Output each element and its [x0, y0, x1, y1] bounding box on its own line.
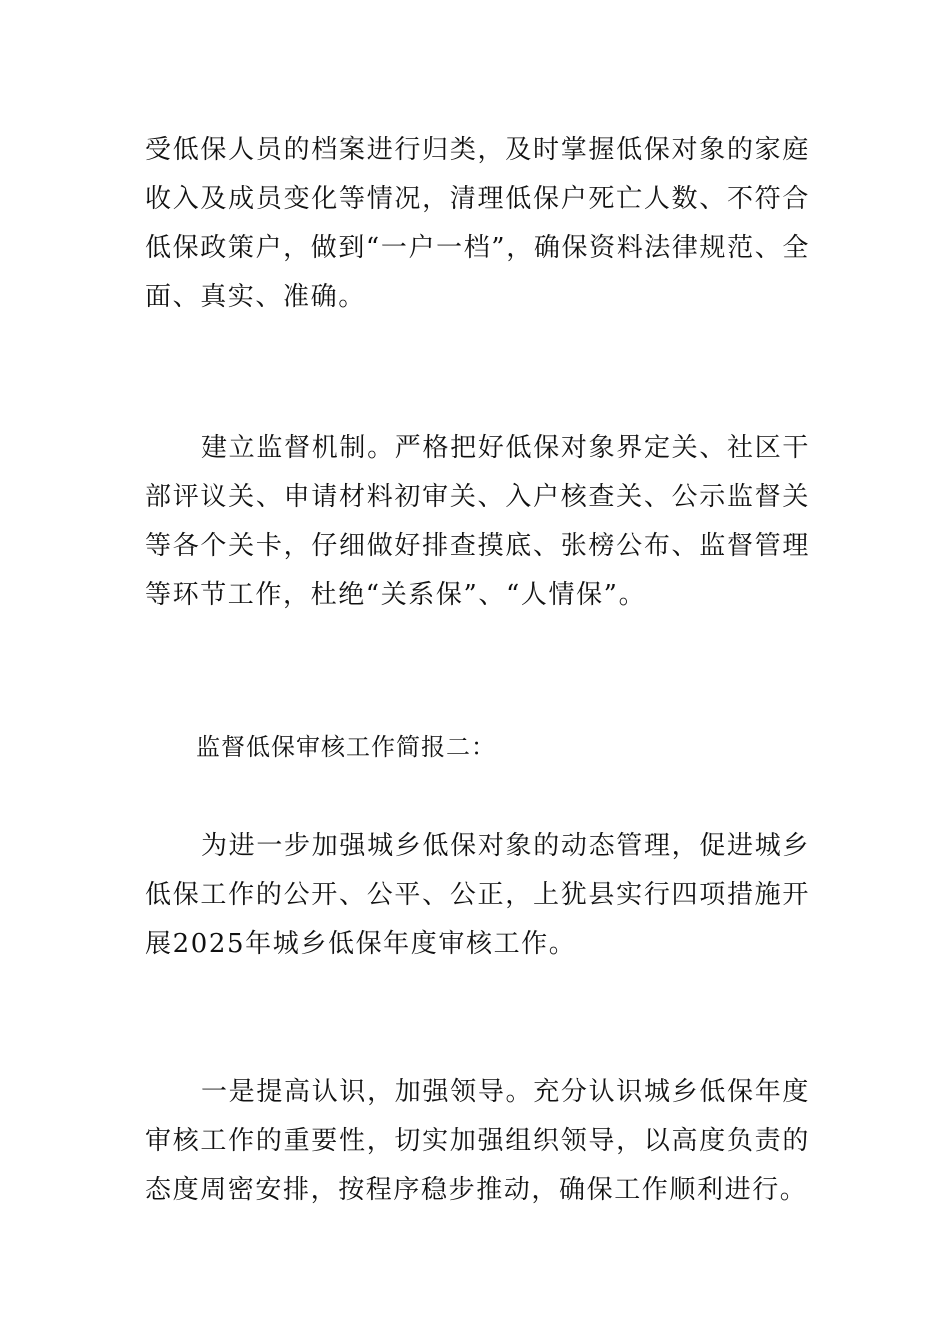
paragraph-archive-classification: 受低保人员的档案进行归类，及时掌握低保对象的家庭收入及成员变化等情况，清理低保户死亡人数、不符合低保政策户，做到“一户一档”，确保资料法律规范、全面、真实、准确。	[145, 135, 810, 312]
paragraph-measure-one: 一是提高认识，加强领导。充分认识城乡低保年度审核工作的重要性，切实加强组织领导，以高度负责的态度周密安排，按程序稳步推动，确保工作顺利进行。	[145, 1077, 810, 1205]
paragraph-supervision-mechanism: 建立监督机制。严格把好低保对象界定关、社区干部评议关、申请材料初审关、入户核查关、公示监督关等各个关卡，仔细做好排查摸底、张榜公布、监督管理等环节工作，杜绝“关系保”、“人情保”。	[145, 433, 810, 610]
section-heading: 监督低保审核工作简报二：	[196, 733, 496, 761]
paragraph-introduction: 为进一步加强城乡低保对象的动态管理，促进城乡低保工作的公开、公平、公正，上犹县实行四项措施开展2025年城乡低保年度审核工作。	[145, 831, 810, 959]
